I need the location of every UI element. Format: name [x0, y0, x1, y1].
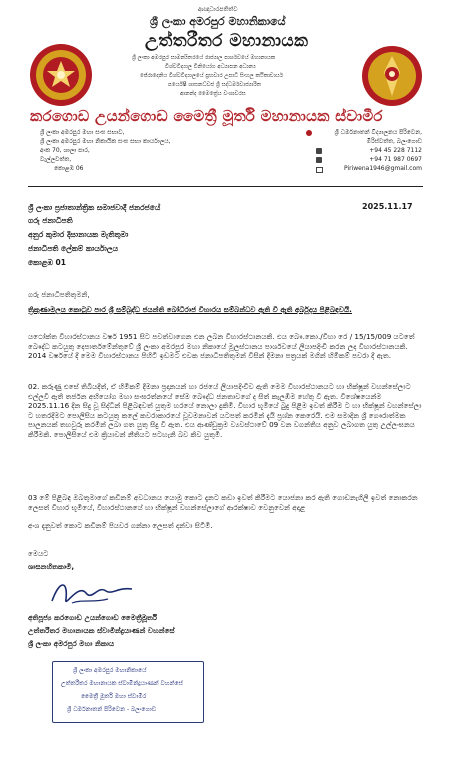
phone-line: +94 71 987 0697 — [369, 156, 422, 163]
paragraph-4: අංශ දැනුවත් කොට කඩිනම් පියවර ගන්නා ලෙසත් දන්වා සිටිමි. — [28, 521, 213, 530]
header-divider — [28, 186, 423, 187]
signer-title: උත්තරීතර මහානායක ස්වාමීන්ද්‍රයාණන් වහන්සේ — [28, 626, 175, 635]
email-icon — [316, 167, 323, 173]
paragraph-3: 03 මේ පිළිබඳ ඔබතුමාගේ කඩිනම් අවධානය යොමු කොට දැනට කඩා ඉවත් කිරීමට යොජනා කර ඇති ගොඩනැගිලි ඉවත් නොකරන ලෙසත් විහාර භූමියේ, විහාරස්ථානයේ හා භික්ෂූන් වහන්සේලාගේ ආරක්ෂාව වෙනුවෙන් අදාළ — [28, 493, 418, 512]
paragraph-1: යථෝක්ත විහාරස්ථානය වර්ෂ 1951 සිට පවත්වාගෙන එන ලබන විහාරස්ථානයකි. එය බෞ.කො./විහා රෙ / 15/15/009 යටතේ බෞද්ධ කටයුතු දෙපාර්තමේන්තුවේ ශ්‍රී ලංකා අමරපුර මහා නිකායේ මූලස්ථානය පාර්ශවයේ ලියාපදිංචි කරන ලද විහාරස්ථානයකි. 2014 වර්ෂයේ දී මෙම විහාරස්ථානය පිහිටි ඉඩමට එවක ජනාධිපතිතුමන් විසින් දීමනා පත්‍රයක් මගින් හිමිකම් පවරා දී ඇත. — [28, 332, 415, 361]
stamp-line: මෛත්‍රී මූර්ති මහා ස්වාමීර — [81, 693, 147, 700]
salutation: ගරු ජනාධිපතිතුමනි, — [28, 290, 90, 299]
email-line: Piriwena1946@gmail.com — [343, 165, 422, 172]
order-emblem-right — [360, 44, 424, 108]
mobile-icon — [316, 157, 322, 163]
address-line: මිරිස්වත්ත, බලංගොඩ — [366, 138, 422, 145]
signer-order: ශ්‍රී ලංකා අමරපුර මහා නිකාය — [28, 639, 115, 648]
address-line: ශ්‍රී ලංකා අමරපුර මහා නිකායික සංඝ සභා කාර්යාලය, — [40, 138, 171, 145]
address-line: වැල්ලවත්ත, — [40, 156, 72, 163]
letterhead-order: ශ්‍රී ලංකා අමරපුර මහානිකායේ — [150, 15, 286, 28]
letterhead-subline: පර්යේෂී ශාසනධ්වජ ශ්‍රී සද්ධර්මවාජ්‍යාරිත — [168, 82, 262, 88]
official-stamp — [52, 661, 204, 723]
recipient-country: ශ්‍රී ලංකා ප්‍රජාතාන්ත්‍රික සමාජවාදී ජනරජයේ — [28, 203, 161, 212]
recipient-city: කොළඹ 01 — [28, 258, 66, 267]
recipient-office: ගරු ජනාධිපති — [28, 216, 73, 225]
left-address — [40, 128, 171, 173]
order-emblem-left — [28, 42, 94, 108]
letterhead-top-line: ආඥාධාරපතිත්ව — [198, 6, 238, 13]
letterhead-title: උත්තරීතර මහානායක — [145, 31, 309, 51]
stamp-line: උත්තරීතර මහානායක ස්වාමීන්ද්‍රයාණන් වහන්සේ — [61, 680, 183, 687]
letterhead-subline: ජේරාදෙනිය විශ්වවිද්‍යාලයේ ප්‍රභවාර උපාධි සිංහල කථිකාචාර්ය — [140, 73, 283, 79]
address-line: ශ්‍රී ධර්මනාතන් විද්‍යාලනය පිරිවෙන, — [334, 129, 422, 136]
letterhead-subline: විශ්‍වවිද්‍යාල විනියෝග අධ්‍යාපන අධාන්‍ය — [165, 64, 256, 70]
paragraph-2: 02. කරුණු එසේ තිබියදීත්, ඒ හිමිකම් දීමනා ප්‍රදානයන් හා රජයේ ලියාපදිංචිව ඇති මෙම විහාරස්ථානයට හා භික්ෂූන් වහන්සේලාට එල්ලවී ඇති තර්ජන අභියෝග මහා සංඝරත්නයේ සේම බෞද්ධ ජනතාවගේ ද සිත් කැලඹීම හේතු වී ඇත. විශේෂයෙන්ම 2025.11.16 දින සිදු වූ සිද්ධීන් පිළිබඳවත් යුතුම හරයේ නොලා දුකිමි. විහාර භූමියේ බුදු පිළිම ඉවත් කිරීම ට හා භික්ෂූන් වහන්සේලා ට හතරදීමට පොලිසිය කටයුතු කලේ කවරාකාරයේ වූවමනාවන් යටපත් කරමින් දැයි ප්‍රශ්න කෙරෙයි. එම සමාදින ශ්‍රී ගෞරාත්මක පාලනයක් තහවුරු කරමින් ලබා ගත යුතු සිදු වී ඇත. එය ආණ්ඩුක්‍රම ව්‍යවස්ථාවේ 09 වන වගන්තිය අනුව ලබාගත යුතු උල්ලංඝනය කිරීමකි. පොලිසියේ එම ක්‍රියාවන් නීතියට පටහැනි බව කිව යුතුමි. — [28, 382, 422, 439]
phone-icon — [316, 148, 322, 154]
address-line: කොළඹ 06 — [54, 165, 84, 172]
address-line: අංක 70, ශාලා පාර, — [40, 147, 90, 154]
letter-subject: ත්‍රිකුණාමලය කොටුව පාර ශ්‍රී සම්බුද්ධ ජයන්ති බෝධිරාජ විහාරය සම්බන්ධව ඇති වී ඇති අර්බුදය පිළිබඳවයි. — [28, 305, 352, 314]
letterhead-subline: ශ්‍රී ලංකා අමරපුර සාමන්‍යිතරයේ රාජ්‍යාල පාර්ශවයේ මහානායක — [132, 55, 276, 61]
stamp-line: ශ්‍රී ධර්මනාතන් පිරිවෙන - බලංගොඩ — [67, 706, 157, 713]
closing-line-2: ශාසනහිතකාමී, — [28, 562, 75, 571]
monk-name-banner: කරගොඩ උයන්ගොඩ මෛත්‍රී මූර්ති මහානායක ස්වාමීර — [30, 107, 383, 125]
location-icon — [306, 130, 312, 136]
signature-mark — [48, 573, 138, 613]
letter-date: 2025.11.17 — [362, 202, 413, 211]
signer-name: අතිපූජ්‍ය කරගොඩ උයන්ගොඩ මෛත්‍රීමූර්ති — [28, 613, 158, 622]
recipient-name: අනුර කුමාර දිසානායක මැතිතුමා — [28, 230, 129, 239]
right-address — [310, 128, 422, 173]
phone-line: +94 45 228 7112 — [369, 147, 422, 154]
letterhead-subline: ආනන්ද මෛත්‍රේය වංශාවරස — [180, 91, 246, 97]
closing-line-1: මෙයට — [28, 549, 49, 558]
address-line: ශ්‍රී ලංකා අමරපුර මහා සංඝ සභාව, — [40, 129, 125, 136]
recipient-secretariat: ජනාධිපති ලේකම් කාර්යාලය — [28, 244, 118, 253]
stamp-line: ශ්‍රී ලංකා අමරපුර මහානිකායේ — [73, 667, 147, 674]
